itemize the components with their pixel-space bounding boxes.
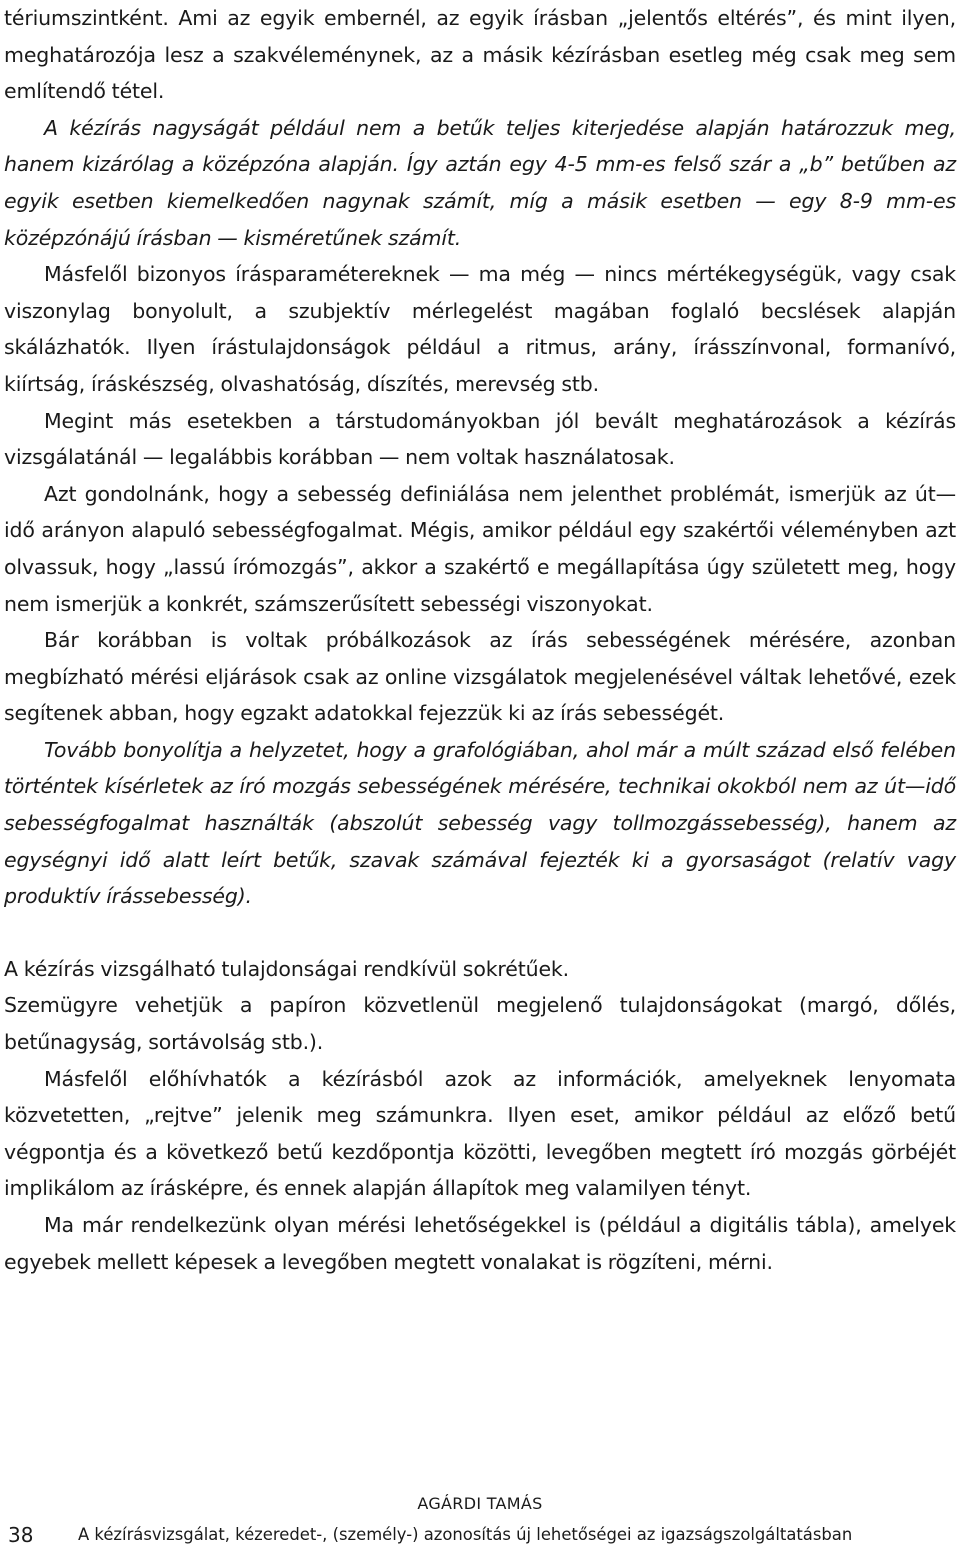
- paragraph-3-text: Másfelől bizonyos írásparamétereknek — ma még — nincs mértékegységük, vagy csak viszonylag bonyolult, a szubjektív mérlegelést magában foglaló becslések alapján skálázhatók. Ilyen írástulajdonságok például a ritmus, arány, írásszínvonal, formanívó, kiírtság, íráskészség, olvashatóság, díszítés, merevség stb.: [4, 262, 956, 396]
- paragraph-measurement: [4, 622, 956, 732]
- paragraph-digital-tablet: [4, 1207, 956, 1280]
- paragraph-4-text: Megint más esetekben a társtudományokban jól bevált meghatározások a kézírás vizsgálatánál — legalábbis korábban — nem voltak használatosak.: [4, 408, 956, 470]
- paragraph-gap: [4, 915, 956, 951]
- paragraph-11-text: Ma már rendelkezünk olyan mérési lehetőségekkel is (például a digitális tábla), amelyek egyebek mellett képesek a levegőben megtett vonalakat is rögzíteni, mérni.: [4, 1213, 956, 1274]
- paragraph-speed: [4, 476, 956, 622]
- page-body: [4, 0, 956, 1280]
- paragraph-10-text: Másfelől előhívhatók a kézírásból azok az információk, amelyeknek lenyomata közvetetten, „rejtve” jelenik meg számunkra. Ilyen eset, amikor például az előző betű végpontja és a következő betű kezdőpontja közötti, levegőben megtett író mozgás görbéjét implikálom az írásképre, és ennek alapján állapítok meg valamilyen tényt.: [4, 1066, 956, 1201]
- paragraph-italic-graphology: [4, 732, 956, 915]
- paragraph-definitions: [4, 403, 956, 476]
- paragraph-7-text: Tovább bonyolítja a helyzetet, hogy a grafológiában, ahol már a múlt század első felében történtek kísérletek az író mozgás sebességének mérésére, technikai okokból nem az út—idő sebességfogalmat használták (abszolút sebesség vagy tollmozgássebesség), hanem az egységnyi idő alatt leírt betűk, szavak számával fejezték ki a gyorsaságot (relatív vagy produktív írássebesség).: [4, 737, 956, 909]
- paragraph-visible-properties: [4, 987, 956, 1060]
- paragraph-parameters: [4, 256, 956, 402]
- footer-page-number: 38: [8, 1523, 34, 1547]
- paragraph-continuation: [4, 0, 956, 110]
- paragraph-hidden-information: [4, 1061, 956, 1207]
- footer-book-title: A kézírásvizsgálat, kézeredet-, (személy-) azonosítás új lehetőségei az igazságszolgáltatásban: [78, 1525, 853, 1544]
- footer-author: AGÁRDI TAMÁS: [417, 1494, 543, 1513]
- paragraph-8-text: A kézírás vizsgálható tulajdonságai rendkívül sokrétűek.: [4, 956, 570, 981]
- paragraph-properties: [4, 951, 956, 988]
- paragraph-9-text: Szemügyre vehetjük a papíron közvetlenül megjelenő tulajdonságokat (margó, dőlés, betűnagyság, sortávolság stb.).: [4, 993, 956, 1055]
- paragraph-5-text: Azt gondolnánk, hogy a sebesség definiálása nem jelenthet problémát, ismerjük az út—idő arányon alapuló sebességfogalmat. Mégis, amikor például egy szakértői véleményben azt olvassuk, hogy „lassú írómozgás”, akkor a szakértő e megállapítása úgy született meg, hogy nem ismerjük a konkrét, számszerűsített sebességi viszonyokat.: [4, 481, 956, 616]
- paragraph-1-text: tériumszintként. Ami az egyik embernél, az egyik írásban „jelentős eltérés”, és mint ilyen, meghatározója lesz a szakvéleménynek, az a másik kézírásban esetleg még csak meg sem említendő tétel.: [4, 6, 956, 104]
- paragraph-2-text: A kézírás nagyságát például nem a betűk teljes kiterjedése alapján határozzuk meg, hanem kizárólag a középzóna alapján. Így aztán egy 4-5 mm-es felső szár a „b” betűben az egyik esetben kiemelkedően nagynak számít, míg a másik esetben — egy 8-9 mm-es középzónájú írásban — kisméretűnek számít.: [4, 115, 956, 250]
- paragraph-6-text: Bár korábban is voltak próbálkozások az írás sebességének mérésére, azonban megbízható mérési eljárások csak az online vizsgálatok megjelenésével váltak lehetővé, ezek segítenek abban, hogy egzakt adatokkal fejezzük ki az írás sebességét.: [4, 628, 956, 726]
- paragraph-italic-size: [4, 110, 956, 256]
